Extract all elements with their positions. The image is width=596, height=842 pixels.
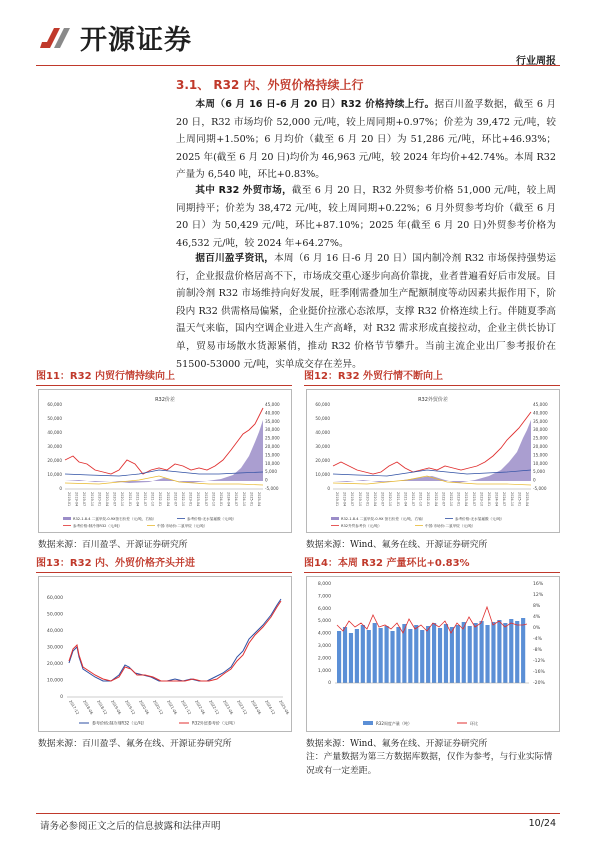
svg-text:2024-10: 2024-10: [241, 492, 246, 507]
svg-text:R32外贸参考价（元/吨）: R32外贸参考价（元/吨）: [341, 524, 382, 528]
fig14-bar: [456, 625, 460, 683]
svg-text:8,000: 8,000: [317, 582, 331, 587]
svg-text:2022-12: 2022-12: [208, 699, 221, 716]
svg-text:2020-01: 2020-01: [97, 492, 102, 507]
paragraph-3-lead: 据百川盈孚资讯，: [195, 253, 275, 264]
paragraph-1-body: 据百川盈孚数据，截至 6 月 20 日，R32 市场均价 52,000 元/吨，较上周同期+0.97%；价差为 39,472 元/吨，较上周同期+1.50%；6 月均价（截至 6 月 20 日）为 51,286 元/吨，环比+46.93%；2025 年(截至 6 月 20 日)均价为 46,963 元/吨，较 2024 年均价+42.74%。本周 R32 产量为 6,540 吨，环比+0.83%。: [176, 99, 556, 181]
svg-text:R32-1.8.4 二氯甲烷-0.9X 萤石价差（元/吨，右: R32-1.8.4 二氯甲烷-0.9X 萤石价差（元/吨，右轴）: [341, 517, 426, 521]
svg-text:35,000: 35,000: [265, 418, 280, 424]
fig13-legend: [79, 720, 237, 726]
figure-14-note: 注：产量数据为第三方数据库数据，仅作为参考，与行业实际情况或有一定差距。: [306, 752, 553, 776]
company-logo: [40, 18, 192, 57]
svg-text:0: 0: [328, 681, 331, 687]
svg-text:50,000: 50,000: [315, 416, 330, 421]
svg-text:2024-07: 2024-07: [234, 492, 239, 507]
figure-14-svg: [307, 577, 559, 731]
svg-text:2020-06: 2020-06: [138, 699, 151, 716]
svg-text:2019-04: 2019-04: [74, 492, 79, 507]
svg-text:0: 0: [265, 477, 268, 483]
svg-text:7,000: 7,000: [317, 594, 331, 600]
fig12-chart-title: R32外贸价差: [418, 397, 448, 403]
svg-text:2020-07: 2020-07: [112, 492, 117, 507]
fig14-bar: [420, 630, 424, 683]
svg-text:2019-10: 2019-10: [357, 492, 362, 507]
svg-text:2020-04: 2020-04: [105, 492, 109, 507]
svg-text:25,000: 25,000: [265, 435, 280, 441]
svg-text:2022-07: 2022-07: [173, 492, 178, 507]
svg-text:2023-07: 2023-07: [471, 492, 476, 507]
svg-text:2024-06: 2024-06: [250, 699, 263, 716]
svg-text:-16%: -16%: [533, 670, 545, 675]
figure-12-chart: [306, 389, 560, 533]
svg-text:3,000: 3,000: [317, 644, 331, 649]
footer-divider: [36, 813, 560, 814]
fig14-bar: [521, 618, 525, 683]
fig14-bar: [373, 623, 377, 683]
svg-text:2019-01: 2019-01: [67, 492, 71, 507]
svg-text:10,000: 10,000: [315, 472, 330, 477]
svg-text:2020-07: 2020-07: [380, 492, 385, 507]
svg-text:2020-12: 2020-12: [152, 699, 165, 716]
svg-text:2022-06: 2022-06: [194, 699, 207, 716]
fig14-bar: [396, 627, 400, 683]
fig14-yaxis-left: [318, 581, 331, 686]
svg-text:2024-07: 2024-07: [502, 492, 507, 507]
svg-text:R32周度产量（吨）: R32周度产量（吨）: [376, 721, 412, 726]
paragraph-1-lead: 本周（6 月 16 日-6 月 20 日）R32 价格持续上行。: [195, 99, 435, 110]
fig14-bar: [509, 619, 513, 683]
svg-text:2025-01: 2025-01: [517, 492, 522, 507]
svg-text:2021-10: 2021-10: [150, 492, 155, 507]
svg-text:10,000: 10,000: [533, 460, 548, 466]
svg-text:-4%: -4%: [533, 637, 542, 642]
fig13-domestic-line: [69, 599, 281, 681]
fig11-xaxis: [67, 492, 261, 506]
figure-11-title: 图11：R32 内贸行情持续向上: [36, 370, 292, 386]
fig14-bar: [414, 625, 418, 683]
paragraph-3-body: 本周（6 月 16 日-6 月 20 日）国内制冷剂 R32 市场保持强势运行，企业报盘价格居高不下，市场成交重心逐步向高价靠拢，业者普遍看好后市发展。目前制冷剂 R32 市场维持向好发展，旺季刚需叠加生产配额制度等动因素共振作用下，阶段内 R32 供需格局偏紧，企业挺价拉涨心态浓厚，支撑 R32 价格连续上行。伴随夏季高温天气来临，国内空调企业进入生产高峰，对 R32 需求形成直接拉动，企业主供长协订单，贸易市场散水货源紧俏，推动 R32 价格节节攀升。当前主流企业出厂参考报价在 51500-53000 元/吨，实单成交存在差异。: [176, 253, 556, 370]
fig14-bar: [337, 631, 341, 683]
svg-text:0%: 0%: [533, 626, 541, 631]
fig14-bar: [497, 620, 501, 683]
fig14-bar: [355, 629, 359, 683]
svg-text:45,000: 45,000: [533, 402, 548, 407]
svg-text:60,000: 60,000: [315, 402, 330, 407]
svg-text:2021-12: 2021-12: [180, 699, 193, 716]
svg-text:50,000: 50,000: [46, 612, 63, 618]
svg-text:20,000: 20,000: [533, 444, 548, 449]
fig14-bar: [480, 621, 484, 683]
svg-text:2021-01: 2021-01: [395, 492, 400, 507]
svg-text:2024-01: 2024-01: [219, 492, 223, 507]
fig14-bar: [438, 628, 442, 683]
svg-text:2019-01: 2019-01: [335, 492, 339, 507]
svg-text:2021-04: 2021-04: [403, 492, 408, 507]
svg-text:2024-04: 2024-04: [226, 492, 231, 507]
svg-text:2023-04: 2023-04: [464, 492, 469, 507]
svg-text:2021-06: 2021-06: [166, 699, 179, 716]
svg-text:参考价格:无水氢氟酸（元/吨）: 参考价格:无水氢氟酸（元/吨）: [455, 517, 505, 521]
paragraph-2-lead: 其中 R32 外贸市场，: [195, 185, 292, 196]
svg-text:2021-10: 2021-10: [418, 492, 423, 507]
figure-11-chart: [38, 389, 292, 533]
svg-text:参考价格:制冷剂R32（元/吨）: 参考价格:制冷剂R32（元/吨）: [92, 720, 147, 726]
svg-text:2019-06: 2019-06: [110, 699, 123, 716]
svg-text:2024-10: 2024-10: [509, 492, 514, 507]
svg-text:8%: 8%: [533, 604, 541, 609]
svg-text:2023-12: 2023-12: [236, 699, 249, 716]
fig14-bar: [349, 633, 353, 683]
svg-text:2024-04: 2024-04: [494, 492, 499, 507]
svg-text:30,000: 30,000: [533, 427, 548, 433]
logo-mark-icon: [40, 22, 74, 54]
svg-text:25,000: 25,000: [533, 435, 548, 441]
svg-text:16%: 16%: [533, 582, 544, 587]
fig14-yaxis-right: [533, 581, 546, 686]
svg-text:2019-07: 2019-07: [82, 492, 87, 507]
svg-text:2019-12: 2019-12: [124, 699, 137, 716]
figure-12-title: 图12：R32 外贸行情不断向上: [304, 370, 560, 386]
svg-text:2022-10: 2022-10: [181, 492, 185, 507]
svg-text:环比: 环比: [470, 721, 478, 726]
fig14-bar: [385, 626, 389, 683]
svg-text:2021-04: 2021-04: [135, 492, 140, 507]
svg-text:0: 0: [59, 486, 62, 491]
svg-text:35,000: 35,000: [533, 418, 548, 424]
figure-12-source: 数据来源：Wind、氟务在线、开源证券研究所: [306, 540, 488, 550]
svg-text:45,000: 45,000: [265, 402, 280, 407]
fig11-legend: [63, 516, 236, 528]
svg-text:40,000: 40,000: [47, 430, 62, 435]
svg-text:10,000: 10,000: [46, 678, 63, 684]
svg-text:5,000: 5,000: [533, 469, 545, 475]
fig13-yaxis: [47, 595, 63, 700]
svg-text:2019-04: 2019-04: [342, 492, 347, 507]
paragraph-2-body: 截至 6 月 20 日，R32 外贸参考价格 51,000 元/吨，较上周同期持平；价差为 38,472 元/吨，较上周同期+0.22%；6 月外贸参考均价（截至 6 月 20 日）为 50,429 元/吨，环比+87.10%；2025 年(截至 6 月 20 日)外贸参考价格为 46,532 元/吨，较 2024 年+64.27%。: [176, 185, 557, 249]
header-divider: [36, 65, 560, 66]
svg-text:2022-04: 2022-04: [433, 492, 438, 507]
fig14-bar: [491, 622, 495, 683]
fig12-r32-export-line: [333, 412, 531, 474]
svg-text:2020-10: 2020-10: [388, 492, 393, 507]
svg-text:20,000: 20,000: [265, 444, 280, 449]
figure-12-svg: [307, 390, 559, 532]
figure-11-source: 数据来源：百川盈孚、开源证券研究所: [38, 540, 188, 550]
svg-text:2022-01: 2022-01: [158, 492, 163, 507]
fig12-xaxis: [335, 492, 529, 506]
svg-text:2023-04: 2023-04: [196, 492, 201, 507]
svg-text:40,000: 40,000: [315, 430, 330, 435]
fig11-chart-title: R32价差: [155, 397, 175, 403]
svg-text:2023-01: 2023-01: [456, 492, 461, 507]
fig12-legend: [331, 516, 504, 528]
fig14-legend: [363, 720, 478, 726]
fig12-yaxis-right: [533, 402, 548, 491]
svg-text:2025-04: 2025-04: [525, 492, 529, 507]
svg-text:-5,000: -5,000: [265, 486, 279, 491]
fig14-bar: [485, 625, 489, 683]
fig12-spread-area: [333, 420, 531, 483]
svg-text:2025-04: 2025-04: [257, 492, 261, 507]
figure-13-source: 数据来源：百川盈孚、氟务在线、开源证券研究所: [38, 739, 232, 749]
svg-text:20,000: 20,000: [315, 458, 330, 463]
svg-text:2019-10: 2019-10: [89, 492, 94, 507]
svg-text:2019-07: 2019-07: [350, 492, 355, 507]
svg-text:-8%: -8%: [533, 648, 542, 653]
figure-14-chart: [306, 576, 560, 732]
footer-disclaimer: 请务必参阅正文之后的信息披露和法律声明: [40, 821, 221, 832]
svg-text:4%: 4%: [533, 615, 541, 620]
figure-14-source: 数据来源：Wind、氟务在线、开源证券研究所: [306, 739, 488, 749]
svg-text:20,000: 20,000: [46, 662, 63, 667]
svg-text:30,000: 30,000: [265, 427, 280, 433]
svg-text:2020-04: 2020-04: [373, 492, 377, 507]
fig14-bar: [390, 631, 394, 683]
svg-text:0: 0: [60, 695, 63, 700]
svg-text:R32-1.8.4 二氯甲烷-0.9X萤石价差（元/吨，右轴: R32-1.8.4 二氯甲烷-0.9X萤石价差（元/吨，右轴）: [73, 517, 157, 521]
fig12-yaxis-left: [315, 402, 330, 491]
fig14-bar: [474, 623, 478, 683]
svg-text:R32外贸参考价（元/吨）: R32外贸参考价（元/吨）: [192, 720, 238, 726]
svg-text:2024-12: 2024-12: [264, 699, 277, 716]
svg-text:2025-01: 2025-01: [249, 492, 254, 507]
svg-text:2022-01: 2022-01: [426, 492, 431, 507]
svg-text:6,000: 6,000: [317, 606, 331, 612]
svg-text:10,000: 10,000: [47, 472, 62, 477]
svg-text:60,000: 60,000: [46, 596, 63, 601]
section-title: 3.1、 R32 内、外贸价格持续上行: [176, 78, 364, 92]
svg-text:2022-10: 2022-10: [449, 492, 453, 507]
fig14-bar: [462, 622, 466, 683]
svg-text:2021-07: 2021-07: [411, 492, 415, 507]
figure-14-title: 图14：本周 R32 产量环比+0.83%: [304, 557, 560, 573]
svg-text:2023-10: 2023-10: [479, 492, 484, 507]
svg-text:1,000: 1,000: [317, 668, 331, 674]
fig11-r32-price-line: [65, 408, 263, 474]
svg-text:-12%: -12%: [533, 659, 545, 664]
fig11-yaxis-left: [47, 402, 62, 491]
svg-text:5,000: 5,000: [265, 469, 277, 475]
svg-text:40,000: 40,000: [533, 410, 548, 416]
svg-text:15,000: 15,000: [265, 452, 280, 458]
figure-13-svg: [39, 577, 291, 731]
company-name: 开源证券: [80, 25, 192, 56]
fig14-bar: [515, 621, 519, 683]
fig14-bar: [361, 625, 365, 683]
fig14-bar: [379, 628, 383, 683]
fig14-bar: [343, 627, 347, 683]
paragraph-2: [176, 182, 556, 252]
figure-13-title: 图13：R32 内、外贸价格齐头并进: [36, 557, 292, 573]
svg-text:中国:市场价:二氯甲烷（元/吨）: 中国:市场价:二氯甲烷（元/吨）: [425, 524, 476, 528]
svg-text:4,000: 4,000: [317, 631, 331, 637]
svg-text:2022-07: 2022-07: [441, 492, 446, 507]
svg-text:2020-10: 2020-10: [120, 492, 125, 507]
svg-text:2023-06: 2023-06: [222, 699, 235, 716]
svg-text:0: 0: [533, 477, 536, 483]
fig14-bar: [444, 624, 448, 683]
svg-text:2,000: 2,000: [317, 656, 331, 662]
svg-text:2021-01: 2021-01: [127, 492, 132, 507]
svg-text:0: 0: [327, 486, 330, 491]
svg-text:-5,000: -5,000: [533, 486, 547, 491]
svg-text:2024-01: 2024-01: [487, 492, 491, 507]
svg-text:2023-07: 2023-07: [203, 492, 208, 507]
svg-text:15,000: 15,000: [533, 452, 548, 458]
svg-text:2018-12: 2018-12: [96, 699, 109, 716]
fig14-bar: [450, 627, 454, 683]
svg-text:中国:市场价:二氯甲烷（元/吨）: 中国:市场价:二氯甲烷（元/吨）: [157, 524, 208, 528]
svg-text:2023-01: 2023-01: [188, 492, 193, 507]
svg-text:60,000: 60,000: [47, 402, 62, 407]
svg-text:10,000: 10,000: [265, 460, 280, 466]
svg-text:40,000: 40,000: [265, 410, 280, 416]
svg-text:2020-01: 2020-01: [365, 492, 370, 507]
svg-text:参考价格:制冷剂R32（元/吨）: 参考价格:制冷剂R32（元/吨）: [73, 524, 123, 528]
fig14-bar: [426, 626, 430, 683]
svg-text:12%: 12%: [533, 593, 544, 598]
svg-text:2017-12: 2017-12: [68, 699, 81, 716]
fig13-xaxis: [68, 699, 291, 716]
svg-text:30,000: 30,000: [315, 444, 330, 449]
svg-text:2021-07: 2021-07: [143, 492, 147, 507]
svg-text:参考价格:无水氢氟酸（元/吨）: 参考价格:无水氢氟酸（元/吨）: [187, 517, 237, 521]
svg-text:2023-10: 2023-10: [211, 492, 216, 507]
svg-text:30,000: 30,000: [46, 645, 63, 651]
paragraph-3: [176, 250, 556, 373]
svg-text:2018-06: 2018-06: [82, 699, 95, 716]
svg-text:-20%: -20%: [533, 681, 545, 686]
fig14-bar: [408, 629, 412, 683]
svg-text:30,000: 30,000: [47, 444, 62, 449]
svg-text:2025-06: 2025-06: [278, 699, 291, 716]
svg-text:5,000: 5,000: [317, 619, 331, 625]
svg-text:2022-04: 2022-04: [165, 492, 170, 507]
fig14-bar: [468, 626, 472, 683]
figure-11-svg: [39, 390, 291, 532]
page-number: 10/24: [528, 818, 556, 829]
svg-text:40,000: 40,000: [46, 629, 63, 634]
fig14-bar: [503, 623, 507, 683]
svg-text:50,000: 50,000: [47, 416, 62, 421]
fig11-yaxis-right: [265, 402, 280, 491]
report-type: 行业周报: [516, 56, 556, 67]
fig14-bar: [432, 623, 436, 683]
paragraph-1: [176, 96, 556, 184]
fig13-export-line: [69, 601, 281, 681]
fig14-bar: [367, 630, 371, 683]
svg-text:20,000: 20,000: [47, 458, 62, 463]
figure-13-chart: [38, 576, 292, 732]
